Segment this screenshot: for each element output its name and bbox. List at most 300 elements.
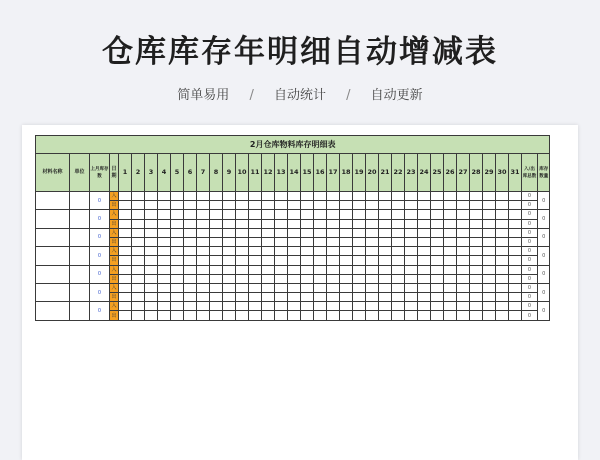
day-cell: [314, 219, 327, 228]
material-name-cell: [36, 247, 70, 265]
day-cell: [236, 256, 249, 265]
day-cell: [119, 311, 132, 320]
feature-stats: 自动统计: [273, 88, 326, 103]
day-cell: [210, 293, 223, 302]
day-cell: [405, 219, 418, 228]
day-cell: [327, 237, 340, 246]
day-cell: [197, 265, 210, 274]
day-cell: [431, 274, 444, 283]
day-cell: [483, 247, 496, 256]
day-cell: [431, 219, 444, 228]
day-cell: [197, 302, 210, 311]
in-out-total-cell: 0: [522, 311, 538, 320]
day-cell: [301, 293, 314, 302]
day-cell: [288, 201, 301, 210]
day-cell: [431, 210, 444, 219]
day-cell: [444, 265, 457, 274]
day-cell: [509, 219, 522, 228]
in-out-total-cell: 0: [522, 274, 538, 283]
day-cell: [405, 283, 418, 292]
day-cell: [483, 302, 496, 311]
day-cell: [496, 293, 509, 302]
day-cell: [158, 293, 171, 302]
day-cell: [275, 256, 288, 265]
day-cell: [392, 265, 405, 274]
day-cell: [366, 219, 379, 228]
day-cell: [353, 210, 366, 219]
day-cell: [340, 228, 353, 237]
day-cell: [119, 247, 132, 256]
day-cell: [353, 302, 366, 311]
day-cell: [392, 201, 405, 210]
stock-qty-cell: 0: [538, 283, 550, 301]
day-cell: [158, 228, 171, 237]
day-cell: [470, 274, 483, 283]
day-cell: [275, 228, 288, 237]
unit-cell: [70, 192, 90, 210]
separator: /: [346, 88, 351, 103]
day-cell: [327, 302, 340, 311]
day-cell: [262, 293, 275, 302]
day-cell: [509, 265, 522, 274]
day-cell: [262, 219, 275, 228]
day-cell: [158, 274, 171, 283]
day-cell: [262, 265, 275, 274]
day-cell: [353, 256, 366, 265]
day-cell: [119, 283, 132, 292]
day-cell: [301, 228, 314, 237]
day-cell: [210, 219, 223, 228]
day-cell: [288, 302, 301, 311]
day-cell: [340, 274, 353, 283]
column-header-row: [36, 154, 550, 192]
col-material-name: 材料名称: [36, 154, 70, 192]
day-cell: [418, 210, 431, 219]
col-day-26: 26: [444, 154, 457, 192]
day-cell: [145, 192, 158, 201]
day-cell: [457, 210, 470, 219]
row-type-out: 出: [111, 220, 117, 227]
unit-cell: [70, 228, 90, 246]
table-title: 2月仓库物料库存明细表: [36, 136, 550, 154]
day-cell: [366, 311, 379, 320]
day-cell: [158, 201, 171, 210]
last-month-stock-cell: 0: [90, 302, 110, 320]
day-cell: [197, 201, 210, 210]
day-cell: [132, 247, 145, 256]
day-cell: [210, 265, 223, 274]
day-cell: [119, 302, 132, 311]
stock-qty-cell: 0: [538, 265, 550, 283]
day-cell: [379, 256, 392, 265]
day-cell: [236, 219, 249, 228]
day-cell: [119, 228, 132, 237]
day-cell: [418, 311, 431, 320]
day-cell: [210, 247, 223, 256]
day-cell: [171, 219, 184, 228]
day-cell: [418, 293, 431, 302]
day-cell: [145, 265, 158, 274]
day-cell: [379, 274, 392, 283]
day-cell: [210, 274, 223, 283]
day-cell: [184, 293, 197, 302]
day-cell: [249, 311, 262, 320]
day-cell: [197, 210, 210, 219]
day-cell: [405, 192, 418, 201]
material-name-cell: [36, 192, 70, 210]
day-cell: [158, 219, 171, 228]
table-row: [36, 283, 550, 292]
day-cell: [249, 201, 262, 210]
col-unit: 单位: [70, 154, 90, 192]
day-cell: [366, 283, 379, 292]
day-cell: [340, 302, 353, 311]
day-cell: [509, 192, 522, 201]
table-row: [36, 256, 550, 265]
day-cell: [340, 247, 353, 256]
day-cell: [171, 265, 184, 274]
table-row: [36, 265, 550, 274]
col-day-9: 9: [223, 154, 236, 192]
day-cell: [275, 274, 288, 283]
day-cell: [496, 274, 509, 283]
day-cell: [392, 274, 405, 283]
day-cell: [483, 283, 496, 292]
day-cell: [470, 265, 483, 274]
day-cell: [223, 283, 236, 292]
day-cell: [132, 293, 145, 302]
day-cell: [444, 247, 457, 256]
day-cell: [496, 201, 509, 210]
day-cell: [184, 210, 197, 219]
day-cell: [444, 283, 457, 292]
day-cell: [314, 247, 327, 256]
day-cell: [470, 311, 483, 320]
day-cell: [132, 311, 145, 320]
col-day-8: 8: [210, 154, 223, 192]
day-cell: [236, 228, 249, 237]
day-cell: [171, 293, 184, 302]
col-day-31: 31: [509, 154, 522, 192]
day-cell: [132, 201, 145, 210]
day-cell: [496, 237, 509, 246]
day-cell: [236, 237, 249, 246]
day-cell: [431, 283, 444, 292]
day-cell: [470, 283, 483, 292]
row-type-in: 入: [111, 248, 117, 255]
day-cell: [392, 283, 405, 292]
day-cell: [210, 201, 223, 210]
col-day-28: 28: [470, 154, 483, 192]
day-cell: [145, 219, 158, 228]
day-cell: [457, 219, 470, 228]
day-cell: [119, 256, 132, 265]
day-cell: [288, 283, 301, 292]
col-day-30: 30: [496, 154, 509, 192]
day-cell: [301, 283, 314, 292]
day-cell: [249, 219, 262, 228]
day-cell: [288, 237, 301, 246]
day-cell: [444, 293, 457, 302]
day-cell: [249, 247, 262, 256]
day-cell: [483, 228, 496, 237]
day-cell: [275, 219, 288, 228]
day-cell: [249, 283, 262, 292]
day-cell: [236, 293, 249, 302]
unit-cell: [70, 247, 90, 265]
day-cell: [483, 265, 496, 274]
in-out-total-cell: 0: [522, 237, 538, 246]
day-cell: [444, 256, 457, 265]
day-cell: [470, 192, 483, 201]
day-cell: [301, 219, 314, 228]
day-cell: [249, 302, 262, 311]
day-cell: [301, 302, 314, 311]
day-cell: [470, 210, 483, 219]
day-cell: [288, 256, 301, 265]
day-cell: [132, 283, 145, 292]
day-cell: [158, 311, 171, 320]
day-cell: [145, 256, 158, 265]
day-cell: [119, 210, 132, 219]
day-cell: [158, 210, 171, 219]
day-cell: [171, 210, 184, 219]
day-cell: [366, 210, 379, 219]
day-cell: [327, 256, 340, 265]
col-day-3: 3: [145, 154, 158, 192]
day-cell: [392, 311, 405, 320]
in-out-total-cell: 0: [522, 293, 538, 302]
day-cell: [275, 265, 288, 274]
day-cell: [301, 256, 314, 265]
day-cell: [223, 201, 236, 210]
day-cell: [444, 192, 457, 201]
day-cell: [171, 274, 184, 283]
day-cell: [405, 256, 418, 265]
material-name-cell: [36, 210, 70, 228]
stock-qty-cell: 0: [538, 192, 550, 210]
day-cell: [119, 293, 132, 302]
day-cell: [132, 219, 145, 228]
day-cell: [275, 237, 288, 246]
row-type-out: 出: [111, 202, 117, 209]
day-cell: [340, 283, 353, 292]
day-cell: [301, 274, 314, 283]
day-cell: [145, 247, 158, 256]
day-cell: [327, 265, 340, 274]
day-cell: [171, 237, 184, 246]
in-out-total-cell: 0: [522, 283, 538, 292]
day-cell: [236, 302, 249, 311]
day-cell: [457, 311, 470, 320]
day-cell: [132, 274, 145, 283]
day-cell: [145, 302, 158, 311]
day-cell: [366, 293, 379, 302]
day-cell: [418, 192, 431, 201]
day-cell: [184, 274, 197, 283]
day-cell: [236, 311, 249, 320]
row-type-in: 入: [111, 193, 117, 200]
day-cell: [184, 283, 197, 292]
day-cell: [314, 293, 327, 302]
col-day-24: 24: [418, 154, 431, 192]
row-type-out: 出: [111, 275, 117, 282]
day-cell: [119, 192, 132, 201]
day-cell: [314, 228, 327, 237]
day-cell: [470, 293, 483, 302]
col-day-12: 12: [262, 154, 275, 192]
col-day-1: 1: [119, 154, 132, 192]
day-cell: [210, 210, 223, 219]
day-cell: [288, 228, 301, 237]
col-day-14: 14: [288, 154, 301, 192]
day-cell: [509, 311, 522, 320]
day-cell: [509, 256, 522, 265]
day-cell: [236, 247, 249, 256]
day-cell: [171, 228, 184, 237]
day-cell: [392, 228, 405, 237]
day-cell: [327, 192, 340, 201]
day-cell: [457, 256, 470, 265]
day-cell: [210, 256, 223, 265]
day-cell: [340, 210, 353, 219]
day-cell: [366, 265, 379, 274]
day-cell: [288, 192, 301, 201]
row-type-out: 出: [111, 257, 117, 264]
last-month-stock-cell: 0: [90, 247, 110, 265]
day-cell: [366, 256, 379, 265]
col-stock-qty: 库存数量: [538, 154, 550, 192]
day-cell: [275, 293, 288, 302]
day-cell: [457, 237, 470, 246]
day-cell: [379, 192, 392, 201]
day-cell: [275, 210, 288, 219]
day-cell: [132, 210, 145, 219]
day-cell: [197, 256, 210, 265]
day-cell: [158, 265, 171, 274]
day-cell: [288, 311, 301, 320]
col-day-4: 4: [158, 154, 171, 192]
day-cell: [353, 237, 366, 246]
day-cell: [366, 247, 379, 256]
col-day-5: 5: [171, 154, 184, 192]
day-cell: [496, 192, 509, 201]
day-cell: [340, 265, 353, 274]
day-cell: [483, 311, 496, 320]
col-day-20: 20: [366, 154, 379, 192]
day-cell: [132, 192, 145, 201]
day-cell: [327, 311, 340, 320]
day-cell: [353, 274, 366, 283]
day-cell: [171, 283, 184, 292]
day-cell: [392, 256, 405, 265]
in-out-total-cell: 0: [522, 192, 538, 201]
day-cell: [470, 302, 483, 311]
unit-cell: [70, 302, 90, 320]
in-out-total-cell: 0: [522, 201, 538, 210]
day-cell: [275, 302, 288, 311]
day-cell: [184, 302, 197, 311]
day-cell: [132, 265, 145, 274]
day-cell: [405, 302, 418, 311]
day-cell: [483, 210, 496, 219]
table-row: [36, 228, 550, 237]
day-cell: [483, 201, 496, 210]
day-cell: [301, 210, 314, 219]
day-cell: [236, 201, 249, 210]
day-cell: [431, 256, 444, 265]
day-cell: [379, 311, 392, 320]
day-cell: [418, 247, 431, 256]
day-cell: [210, 228, 223, 237]
day-cell: [171, 311, 184, 320]
day-cell: [171, 201, 184, 210]
day-cell: [496, 283, 509, 292]
day-cell: [132, 237, 145, 246]
day-cell: [275, 311, 288, 320]
day-cell: [509, 247, 522, 256]
day-cell: [405, 293, 418, 302]
day-cell: [457, 201, 470, 210]
day-cell: [405, 228, 418, 237]
table-row: [36, 274, 550, 283]
day-cell: [288, 293, 301, 302]
day-cell: [418, 265, 431, 274]
day-cell: [236, 192, 249, 201]
day-cell: [223, 237, 236, 246]
day-cell: [314, 237, 327, 246]
row-type-in: 入: [111, 266, 117, 273]
stock-qty-cell: 0: [538, 302, 550, 320]
day-cell: [418, 302, 431, 311]
day-cell: [236, 283, 249, 292]
day-cell: [418, 274, 431, 283]
col-day-21: 21: [379, 154, 392, 192]
day-cell: [483, 192, 496, 201]
day-cell: [405, 247, 418, 256]
day-cell: [158, 192, 171, 201]
day-cell: [353, 192, 366, 201]
day-cell: [379, 237, 392, 246]
table-row: [36, 247, 550, 256]
day-cell: [457, 247, 470, 256]
day-cell: [392, 210, 405, 219]
day-cell: [171, 302, 184, 311]
day-cell: [457, 293, 470, 302]
day-cell: [496, 228, 509, 237]
col-day-15: 15: [301, 154, 314, 192]
day-cell: [262, 247, 275, 256]
day-cell: [353, 311, 366, 320]
day-cell: [314, 302, 327, 311]
day-cell: [171, 247, 184, 256]
day-cell: [184, 256, 197, 265]
day-cell: [249, 192, 262, 201]
day-cell: [210, 311, 223, 320]
day-cell: [444, 201, 457, 210]
table-row: [36, 219, 550, 228]
day-cell: [236, 210, 249, 219]
unit-cell: [70, 283, 90, 301]
day-cell: [171, 192, 184, 201]
day-cell: [223, 293, 236, 302]
day-cell: [379, 293, 392, 302]
day-cell: [184, 247, 197, 256]
day-cell: [288, 219, 301, 228]
col-day-25: 25: [431, 154, 444, 192]
day-cell: [405, 311, 418, 320]
col-day-18: 18: [340, 154, 353, 192]
